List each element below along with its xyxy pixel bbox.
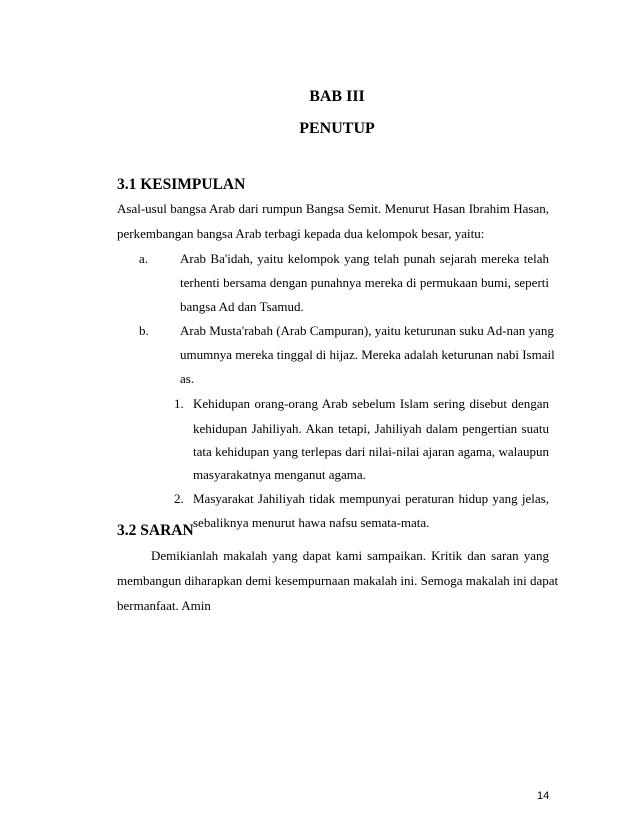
list-item-line: as. — [180, 371, 195, 386]
sublist-item-line: kehidupan Jahiliyah. Akan tetapi, Jahiliyah dalam pengertian suatu — [193, 421, 549, 436]
sublist-marker: 1. — [174, 396, 184, 411]
sublist-item-line: Kehidupan orang-orang Arab sebelum Islam sering disebut dengan — [193, 396, 549, 411]
paragraph-line: bermanfaat. Amin — [117, 598, 211, 613]
list-item-line: terhenti bersama dengan punahnya mereka di permukaan bumi, seperti — [180, 275, 549, 290]
list-item-line: umumnya mereka tinggal di hijaz. Mereka adalah keturunan nabi Ismail — [180, 347, 555, 362]
paragraph-line: Demikianlah makalah yang dapat kami sampaikan. Kritik dan saran yang — [151, 548, 549, 563]
paragraph-line: perkembangan bangsa Arab terbagi kepada dua kelompok besar, yaitu: — [117, 226, 485, 241]
list-item-line: Arab Musta'rabah (Arab Campuran), yaitu keturunan suku Ad-nan yang — [180, 323, 554, 338]
list-item-line: bangsa Ad dan Tsamud. — [180, 299, 304, 314]
sublist-marker: 2. — [174, 491, 184, 506]
paragraph-line: Asal-usul bangsa Arab dari rumpun Bangsa Semit. Menurut Hasan Ibrahim Hasan, — [117, 201, 549, 216]
list-item-line: Arab Ba'idah, yaitu kelompok yang telah punah sejarah mereka telah — [180, 251, 549, 266]
chapter-title: PENUTUP — [299, 120, 375, 137]
sublist-item-line: masyarakatnya menganut agama. — [193, 467, 366, 482]
sublist-item-line: tata kehidupan yang terlepas dari nilai-nilai ajaran agama, walaupun — [193, 444, 549, 459]
section-heading-saran: 3.2 SARAN — [117, 522, 194, 539]
page-number: 14 — [537, 790, 550, 802]
chapter-label: BAB III — [309, 88, 365, 105]
sublist-item-line: sebaliknya menurut hawa nafsu semata-mata. — [193, 515, 430, 530]
section-heading-kesimpulan: 3.1 KESIMPULAN — [117, 176, 246, 193]
list-marker: b. — [139, 323, 149, 338]
paragraph-line: membangun diharapkan demi kesempurnaan makalah ini. Semoga makalah ini dapat — [117, 573, 559, 588]
sublist-item-line: Masyarakat Jahiliyah tidak mempunyai peraturan hidup yang jelas, — [193, 491, 549, 506]
list-marker: a. — [139, 251, 149, 266]
